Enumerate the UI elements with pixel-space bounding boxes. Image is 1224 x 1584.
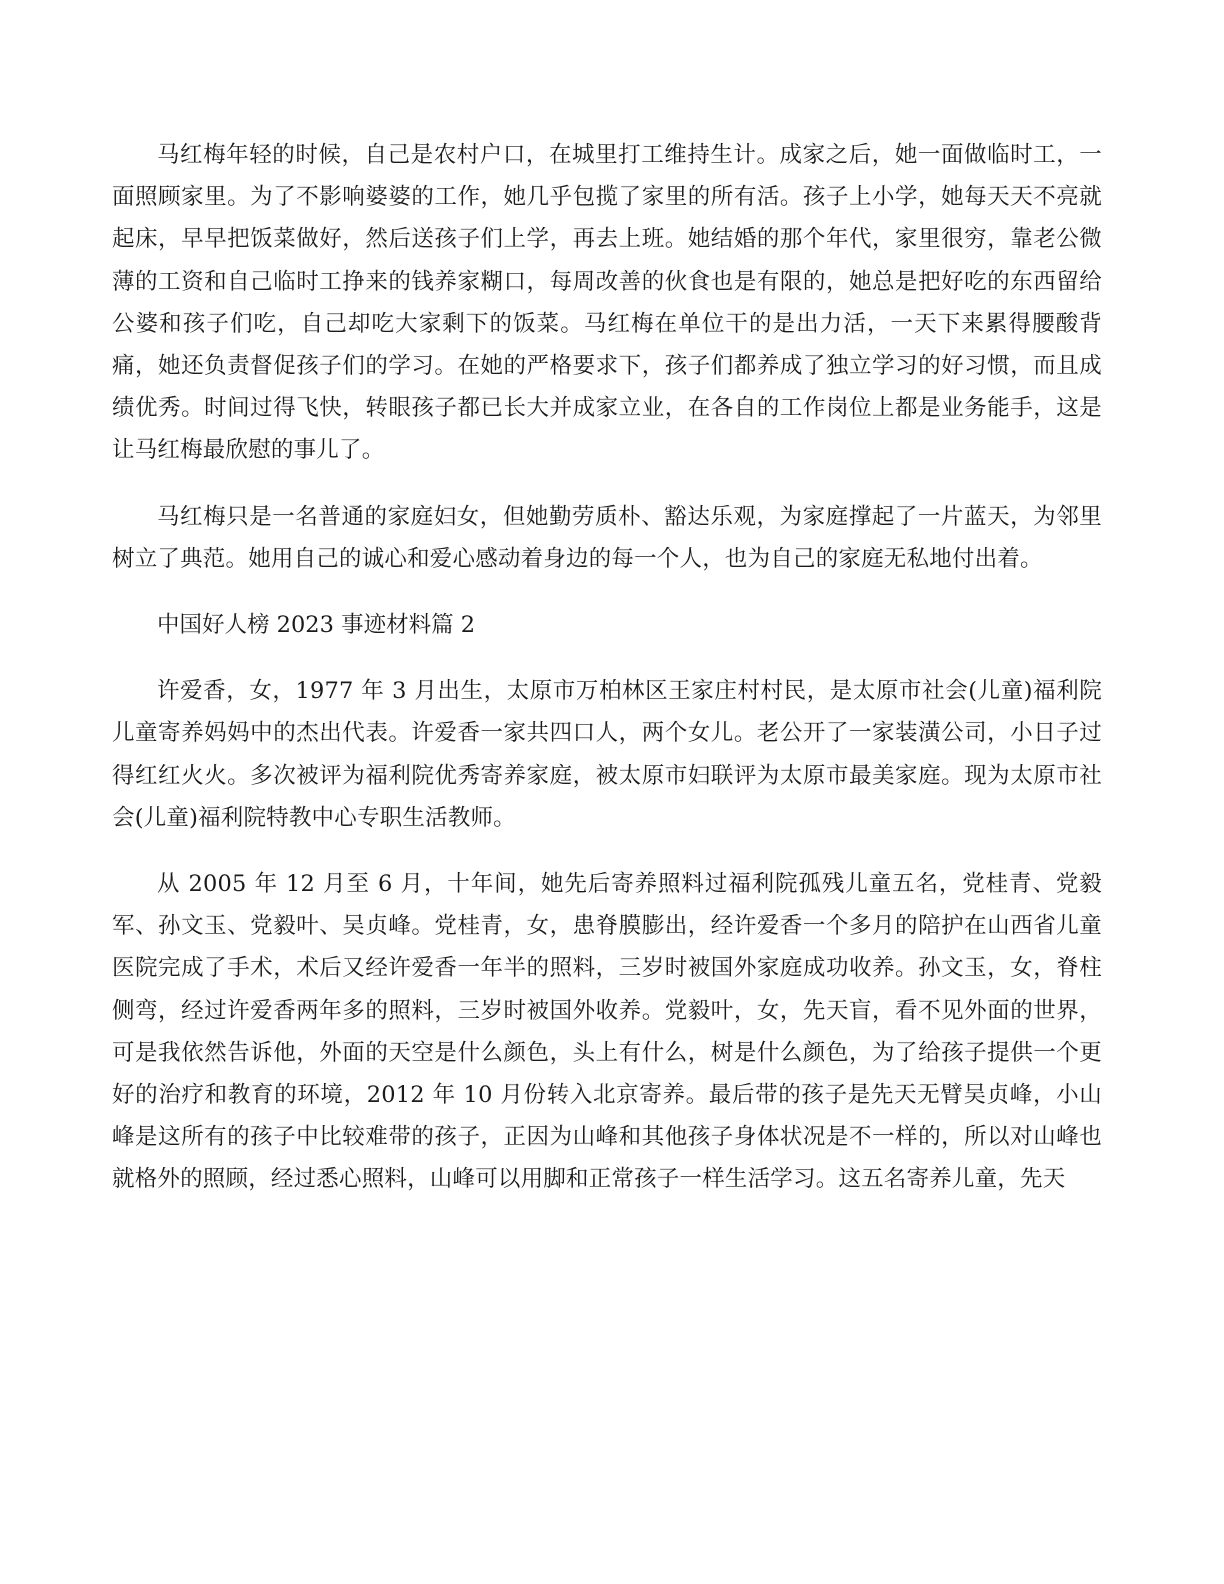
paragraph-xu-aixiang-intro: 许爱香，女，1977 年 3 月出生，太原市万柏林区王家庄村村民，是太原市社会(儿童)福利院儿童寄养妈妈中的杰出代表。许爱香一家共四口人，两个女儿。老公开了一家装潢公司，小日子过得红红火火。多次被评为福利院优秀寄养家庭，被太原市妇联评为太原市最美家庭。现为太原市社会(儿童)福利院特教中心专职生活教师。: [112, 678, 1102, 831]
paragraph-ma-hongmei-summary: 马红梅只是一名普通的家庭妇女，但她勤劳质朴、豁达乐观，为家庭撑起了一片蓝天，为邻里树立了典范。她用自己的诚心和爱心感动着身边的每一个人，也为自己的家庭无私地付出着。: [112, 503, 1102, 572]
section-heading: 中国好人榜 2023 事迹材料篇 2: [157, 612, 476, 639]
paragraph-xu-aixiang-foster-care: 从 2005 年 12 月至 6 月，十年间，她先后寄养照料过福利院孤残儿童五名，党桂青、党毅军、孙文玉、党毅叶、吴贞峰。党桂青，女，患脊膜膨出，经许爱香一个多月的陪护在山西省儿童医院完成了手术，术后又经许爱香一年半的照料，三岁时被国外家庭成功收养。孙文玉，女，脊柱侧弯，经过许爱香两年多的照料，三岁时被国外收养。党毅叶，女，先天盲，看不见外面的世界，可是我依然告诉他，外面的天空是什么颜色，头上有什么，树是什么颜色，为了给孩子提供一个更好的治疗和教育的环境，2012 年 10 月份转入北京寄养。最后带的孩子是先天无臂吴贞峰，小山峰是这所有的孩子中比较难带的孩子，正因为山峰和其他孩子身体状况是不一样的，所以对山峰也就格外的照顾，经过悉心照料，山峰可以用脚和正常孩子一样生活学习。这五名寄养儿童，先天: [112, 871, 1102, 1193]
document-page: [112, 134, 1102, 1225]
paragraph-ma-hongmei-life: 马红梅年轻的时候，自己是农村户口，在城里打工维持生计。成家之后，她一面做临时工，一面照顾家里。为了不影响婆婆的工作，她几乎包揽了家里的所有活。孩子上小学，她每天天不亮就起床，早早把饭菜做好，然后送孩子们上学，再去上班。她结婚的那个年代，家里很穷，靠老公微薄的工资和自己临时工挣来的钱养家糊口，每周改善的伙食也是有限的，她总是把好吃的东西留给公婆和孩子们吃，自己却吃大家剩下的饭菜。马红梅在单位干的是出力活，一天下来累得腰酸背痛，她还负责督促孩子们的学习。在她的严格要求下，孩子们都养成了独立学习的好习惯，而且成绩优秀。时间过得飞快，转眼孩子都已长大并成家立业，在各自的工作岗位上都是业务能手，这是让马红梅最欣慰的事儿了。: [112, 142, 1102, 464]
